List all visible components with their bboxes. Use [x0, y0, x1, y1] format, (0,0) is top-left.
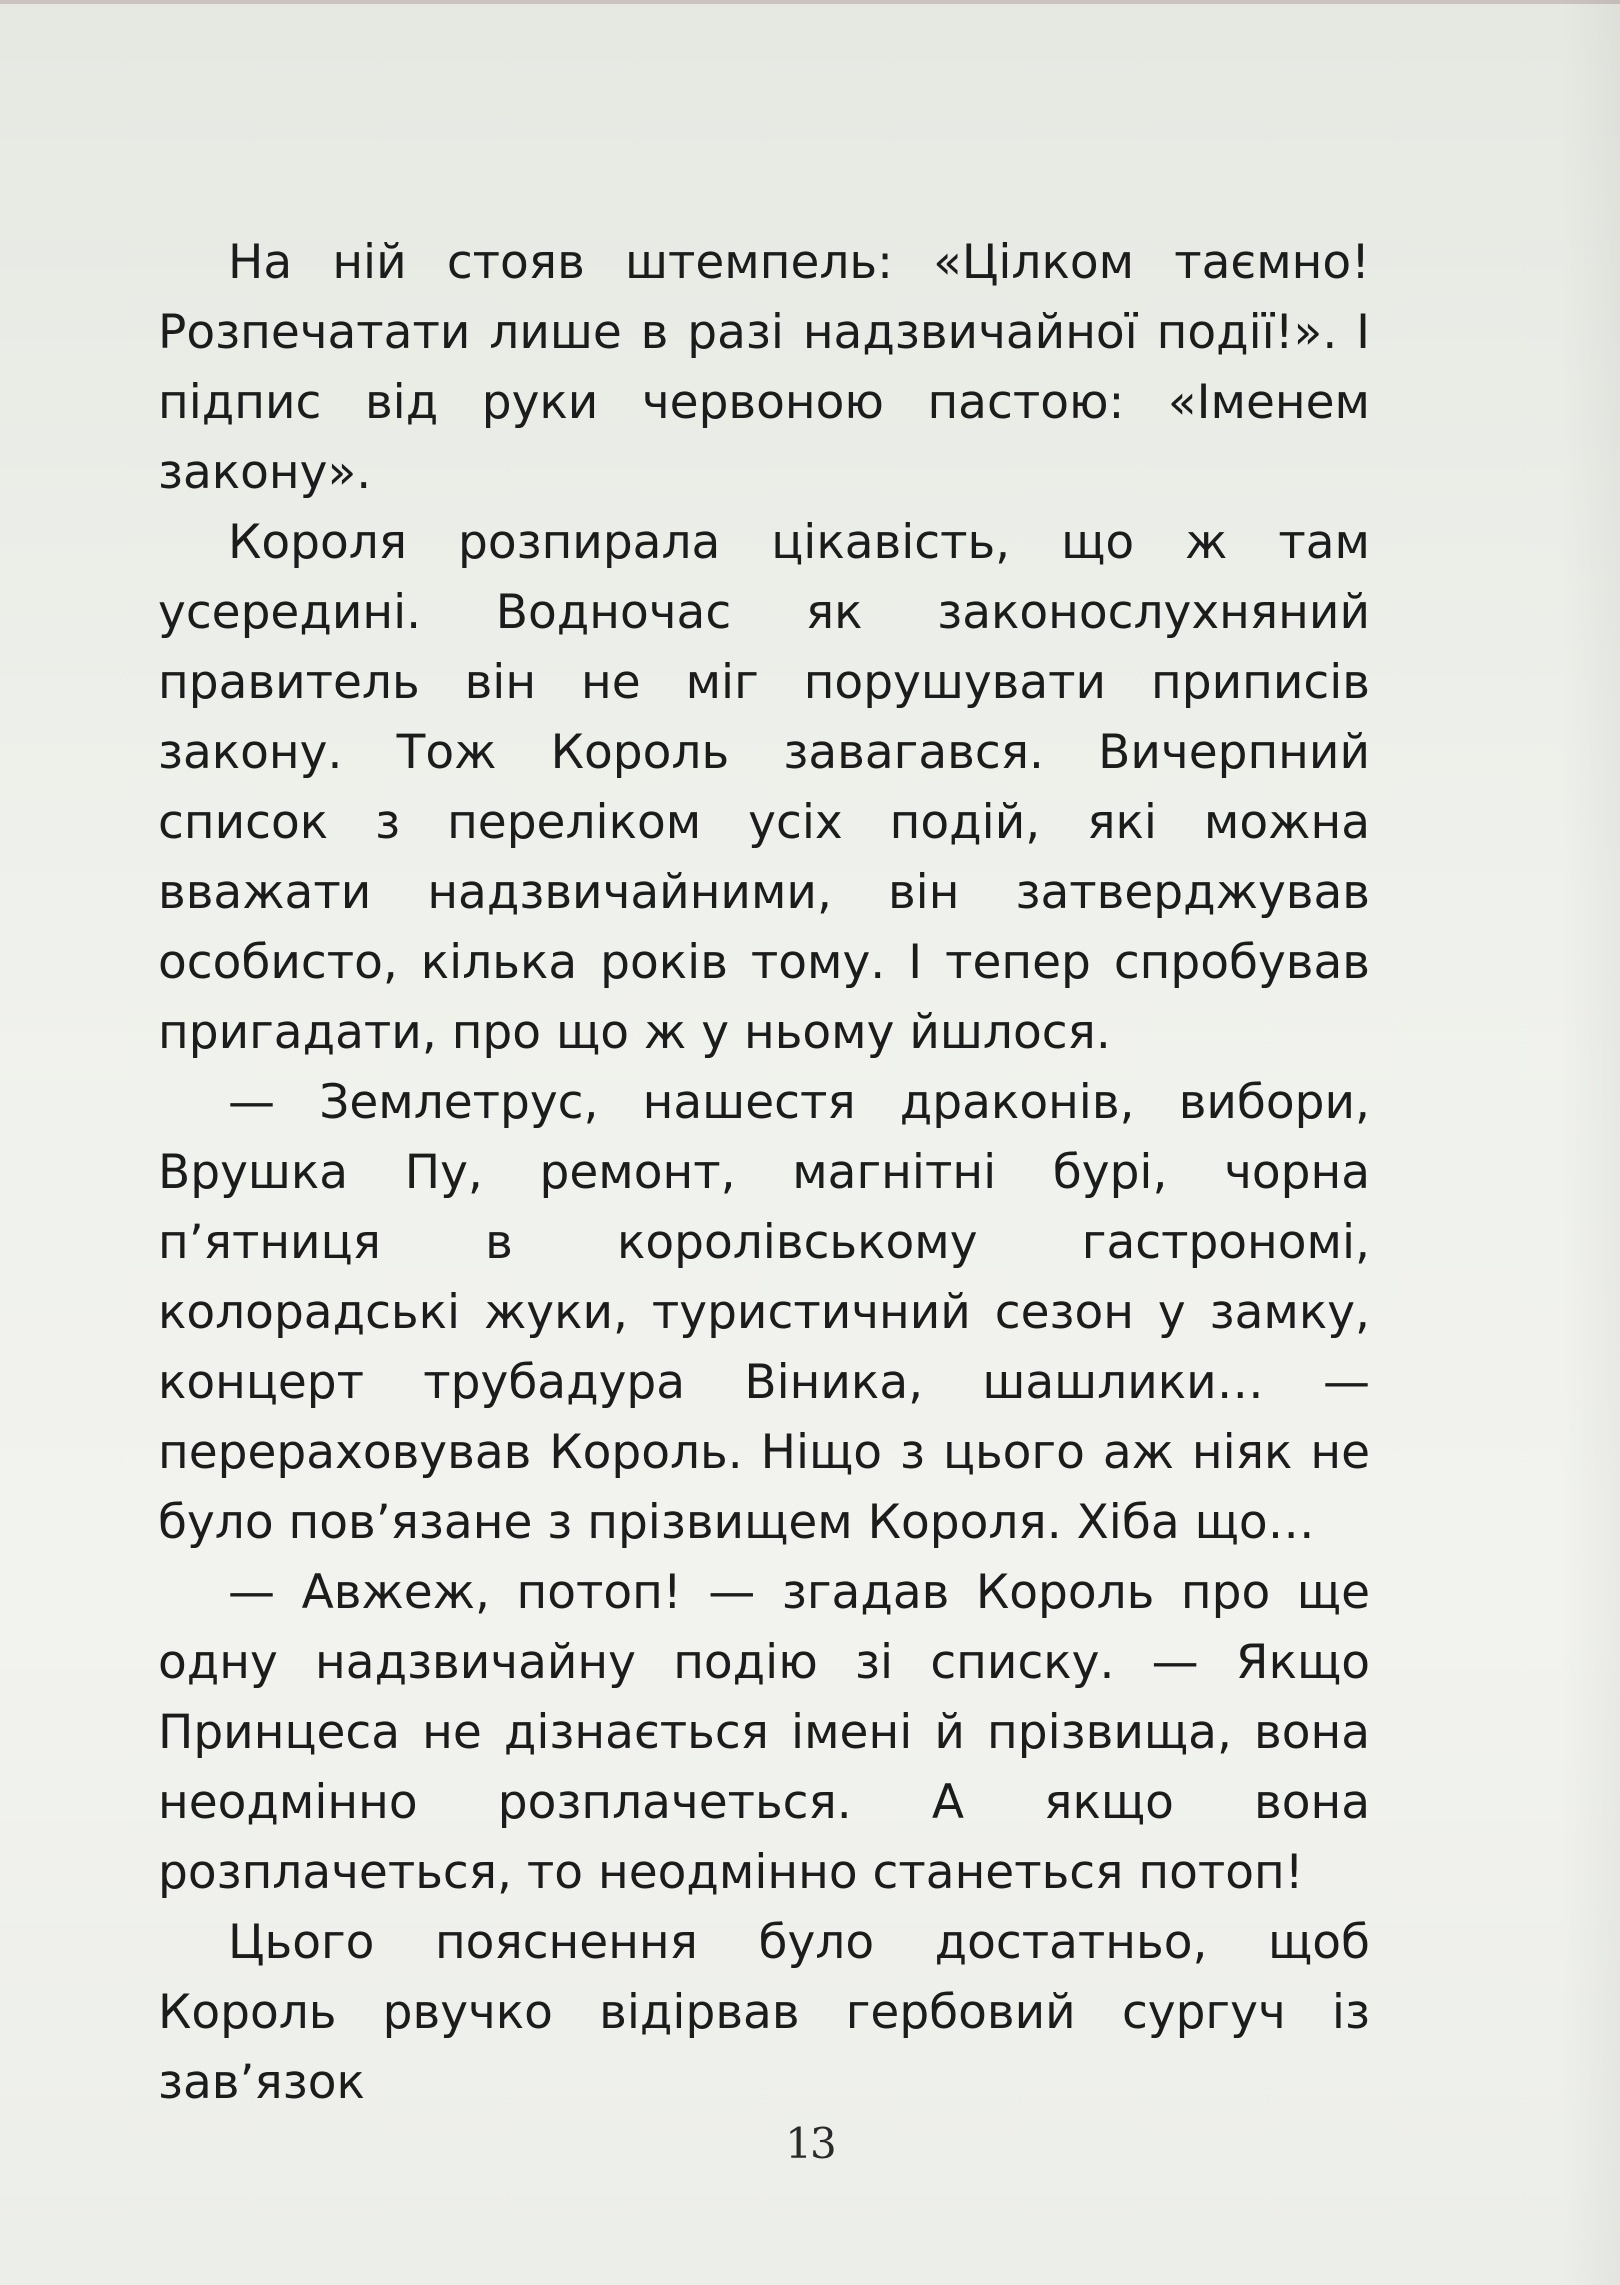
page-number: 13 [785, 2119, 835, 2168]
page-top-edge [0, 0, 1620, 4]
page-shadow [1560, 0, 1620, 2285]
paragraph: Короля розпирала цікавість, що ж там усередині. Водночас як законослухняний правитель він не міг порушувати приписів закону. Тож Король завагався. Вичерпний список з переліком усіх подій, які можна вважати надзвичайними, він затверджував особисто, кілька років тому. І тепер спробував пригадати, про що ж у ньому йшлося. [158, 515, 1370, 1060]
paragraph: — Землетрус, нашестя драконів, вибори, Врушка Пу, ремонт, магнітні бурі, чорна пʼятниця в королівському гастрономі, колорадські жуки, туристичний сезон у замку, концерт трубадура Віника, шашлики… — перераховував Король. Ніщо з цього аж ніяк не було повʼязане з прізвищем Короля. Хіба що… [158, 1075, 1370, 1550]
body-text [158, 228, 1370, 2118]
paragraph: Цього пояснення було достатньо, щоб Король рвучко відірвав гербовий сургуч із завʼязок [158, 1915, 1370, 2110]
paragraph: — Авжеж, потоп! — згадав Король про ще одну надзвичайну подію зі списку. — Якщо Принцеса не дізнається імені й прізвища, вона неодмінно розплачеться. А якщо вона розплачеться, то неодмінно станеться потоп! [158, 1565, 1370, 1900]
paragraph: На ній стояв штемпель: «Цілком таємно! Розпечатати лише в разі надзвичайної події!». І підпис від руки червоною пастою: «Іменем закону». [158, 235, 1370, 500]
